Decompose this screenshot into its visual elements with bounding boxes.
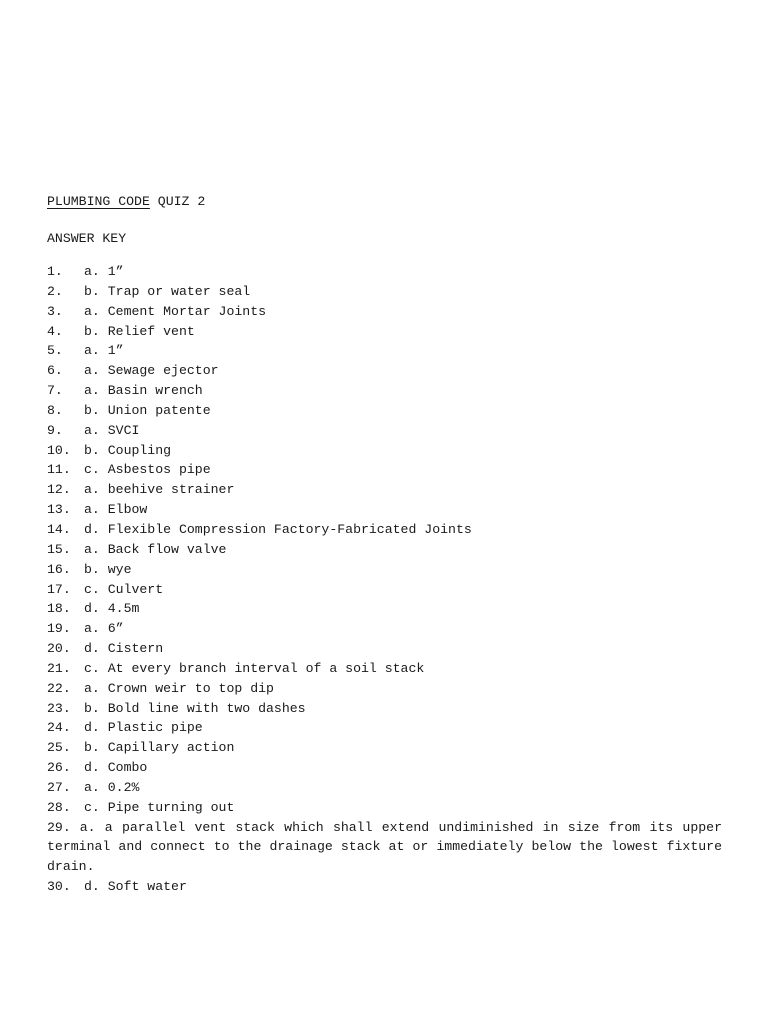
answer-number: 12. [47,482,71,498]
answer-text: a. SVCI [84,422,140,438]
answer-number: 21. [47,660,71,676]
answer-item [47,460,722,480]
answer-number: 15. [47,541,71,557]
answer-number: 2. [47,283,63,299]
answer-text: d. Flexible Compression Factory-Fabricated Joints [84,521,472,537]
answer-number: 27. [47,779,71,795]
quiz-title [47,192,722,212]
answer-number: 26. [47,760,71,776]
answer-text: a. Cement Mortar Joints [84,303,267,319]
answer-text: a. a parallel vent stack which shall extend undiminished in size from its upper terminal and connect to the drainage stack at or immediately below the lowest fixture drain. [47,819,722,875]
answer-text: a. beehive strainer [84,482,235,498]
answer-item [47,421,722,441]
answer-number: 18. [47,601,71,617]
answer-item [47,738,722,758]
answer-item [47,540,722,560]
answer-item [47,381,722,401]
answer-text: d. Combo [84,760,148,776]
answer-text: b. Union patente [84,402,211,418]
answer-text: c. Asbestos pipe [84,462,211,478]
document-page [47,192,722,910]
answer-text: a. Elbow [84,502,148,518]
answer-item [47,718,722,738]
answer-text: a. Crown weir to top dip [84,680,274,696]
answer-item [47,877,722,897]
answer-number: 10. [47,442,71,458]
answer-item [47,341,722,361]
answer-number: 30. [47,879,71,895]
answer-text: a. Back flow valve [84,541,227,557]
answer-item [47,560,722,580]
answer-text: c. Pipe turning out [84,799,235,815]
answer-text: a. Basin wrench [84,383,203,399]
answer-item [47,441,722,461]
answer-item [47,282,722,302]
answer-item [47,599,722,619]
quiz-title-rest: QUIZ 2 [149,194,206,209]
answer-number: 4. [47,323,63,339]
answer-item [47,500,722,520]
answer-text: a. 1” [84,343,124,359]
answer-number: 23. [47,700,71,716]
answer-text: d. Soft water [84,879,187,895]
answer-text: d. Cistern [84,641,164,657]
answer-number: 7. [47,383,63,399]
answer-item [47,798,722,818]
answer-number: 9. [47,422,63,438]
answer-number: 16. [47,561,71,577]
answer-number: 5. [47,343,63,359]
answer-number: 19. [47,621,71,637]
answer-text: b. Coupling [84,442,172,458]
answer-item [47,302,722,322]
quiz-title-underlined: PLUMBING CODE [47,194,150,209]
answer-number: 14. [47,521,71,537]
answer-text: a. 6” [84,621,124,637]
answer-item [47,659,722,679]
answer-number: 24. [47,720,71,736]
answer-item [47,699,722,719]
answer-key-heading: ANSWER KEY [47,231,127,246]
answer-item [47,639,722,659]
answer-item [47,619,722,639]
answer-text: b. Capillary action [84,740,235,756]
answer-number: 3. [47,303,63,319]
answer-text: d. Plastic pipe [84,720,203,736]
answer-item [47,361,722,381]
answer-item [47,679,722,699]
answer-number: 17. [47,581,71,597]
answer-number: 13. [47,502,71,518]
answer-number: 8. [47,402,63,418]
answer-text: a. Sewage ejector [84,363,219,379]
answer-number: 1. [47,264,63,279]
answer-item [47,262,722,282]
answer-number: 25. [47,740,71,756]
answer-text: a. 1” [84,264,124,279]
answer-number: 6. [47,363,63,379]
answer-text: b. Relief vent [84,323,195,339]
answer-number: 28. [47,799,71,815]
answer-item [47,580,722,600]
answer-text: b. Trap or water seal [84,283,251,299]
answer-item [47,520,722,540]
answer-text: c. Culvert [84,581,164,597]
answer-item [47,758,722,778]
answer-text: b. wye [84,561,132,577]
answer-number: 29. [47,819,71,835]
answer-number: 20. [47,641,71,657]
answer-item [47,322,722,342]
answer-list [47,262,722,897]
answer-text: c. At every branch interval of a soil stack [84,660,425,676]
answer-item [47,818,722,878]
answer-item [47,401,722,421]
answer-item [47,480,722,500]
answer-number: 11. [47,462,71,478]
answer-text: b. Bold line with two dashes [84,700,306,716]
answer-text: a. 0.2% [84,779,140,795]
answer-item [47,778,722,798]
answer-text: d. 4.5m [84,601,140,617]
answer-number: 22. [47,680,71,696]
